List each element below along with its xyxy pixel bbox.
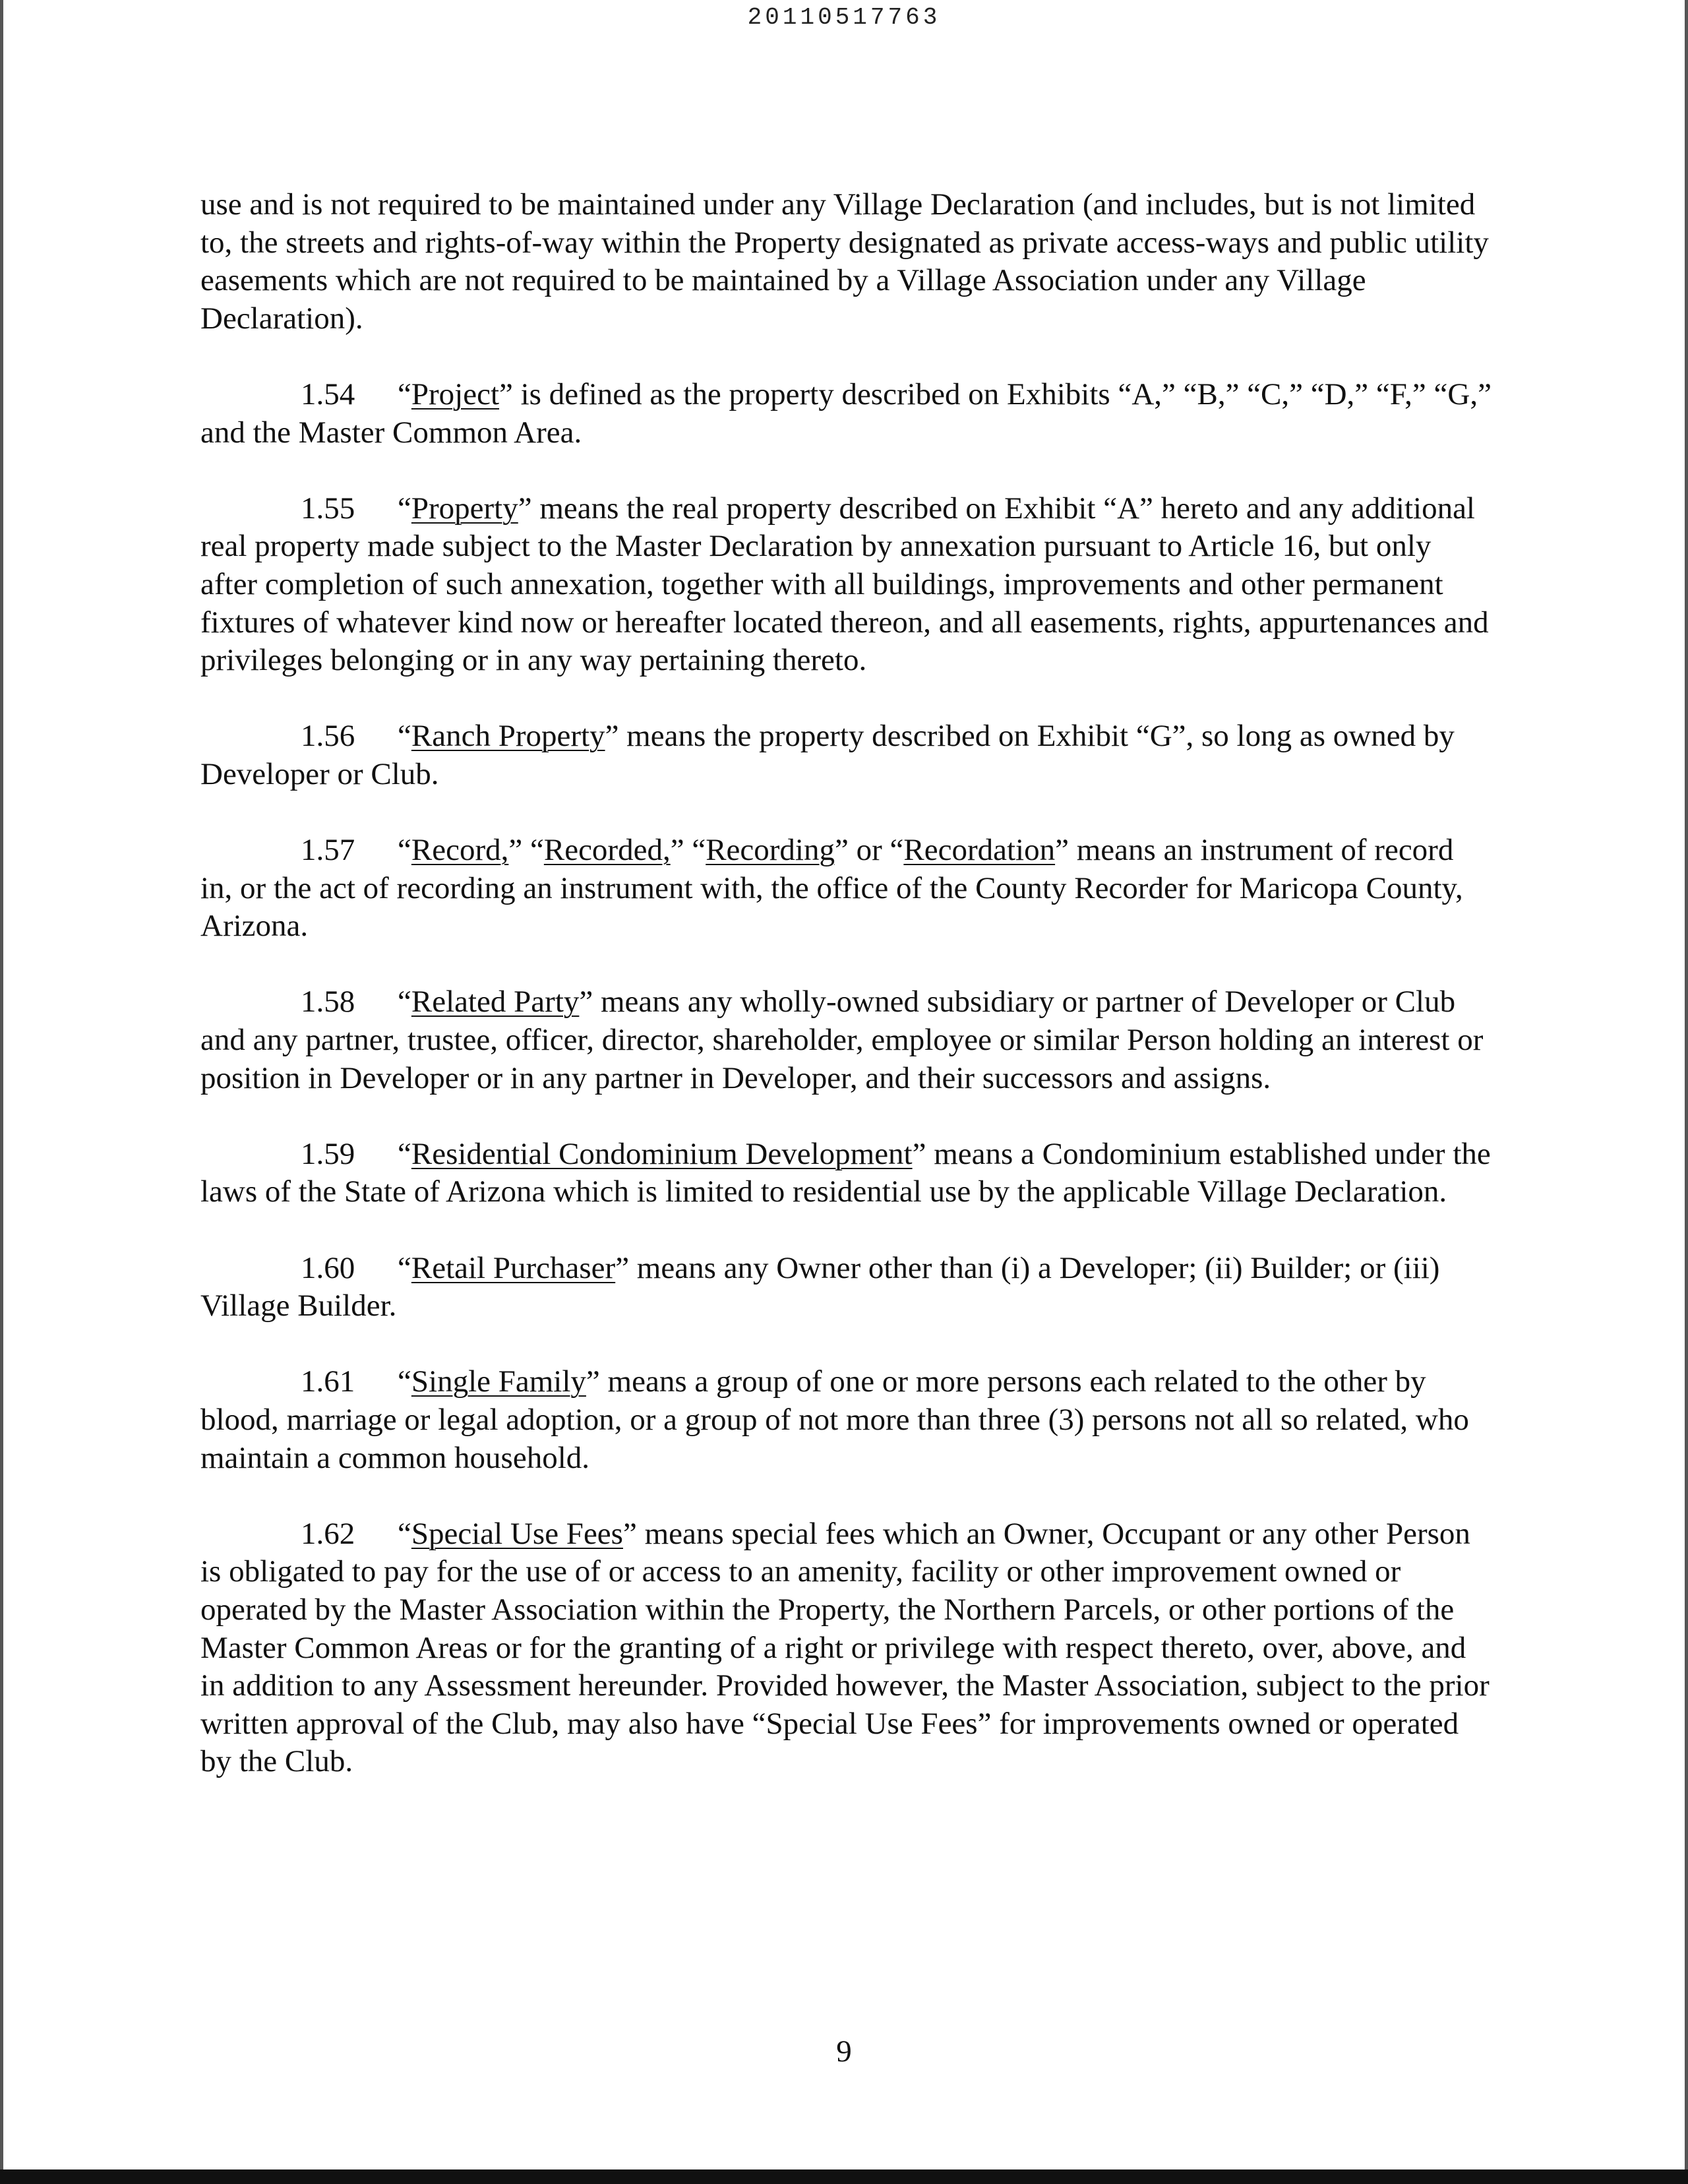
section-1-57 [200,832,1493,946]
section-1-62 [200,1515,1493,1781]
open-quote: “ [398,377,411,411]
section-number: 1.55 [301,491,355,526]
document-number: 20110517763 [747,4,941,31]
section-number: 1.59 [301,1136,355,1171]
definition-text: ” means a Condominium established under the laws of the State of Arizona which is limited to residential use by the applicable Village Declaration. [200,1136,1491,1209]
definition-text: ” means a group of one or more persons each related to the other by blood, marriage or legal adoption, or a group of not more than three (3) persons not all so related, who maintain a common household. [200,1364,1469,1475]
page-number: 9 [836,2034,852,2069]
section-number: 1.58 [301,985,355,1019]
definition-text: ” or [834,833,890,868]
open-quote: “ [398,1136,411,1171]
open-quote: “ [398,719,411,754]
definition-text: ” means an instrument of record in, or the act of recording an instrument with, the office of the County Recorder for Maricopa County, Arizona. [200,833,1463,944]
defined-term: Residential Condominium Development [411,1136,913,1171]
definition-text: ” means any wholly-owned subsidiary or partner of Developer or Club and any partner, trustee, officer, director, shareholder, employee or similar Person holding an interest or position in Developer or in any partner in Developer, and their successors and assigns. [200,985,1484,1095]
definition-text: ” means special fees which an Owner, Occupant or any other Person is obligated to pay for the use of or access to an amenity, facility or other improvement owned or operated by the Master Association within the Property, the Northern Parcels, or other portions of the Master Common Areas or for the granting of a right or privilege with respect thereto, over, above, and in addition to any Assessment hereunder. Provided however, the Master Association, subject to the prior written approval of the Club, may also have “Special Use Fees” for improvements owned or operated by the Club. [200,1516,1490,1779]
scan-edge-right [1685,0,1688,2184]
defined-term: Related Party [411,985,580,1019]
open-quote: “ [398,1516,411,1551]
defined-term: Recordation [903,833,1056,868]
definition-text: ” means any Owner other than (i) a Developer; (ii) Builder; or (iii) Village Builder. [200,1250,1440,1323]
section-number: 1.61 [301,1364,355,1399]
definition-text: ” means the real property described on Exhibit “A” hereto and any additional real property made subject to the Master Declaration by annexation pursuant to Article 16, but only after completion of such annexation, together with all buildings, improvements and other permanent fixtures of whatever kind now or hereafter located thereon, and all easements, rights, appurtenances and privileges belonging or in any way pertaining thereto. [200,491,1489,678]
section-1-60 [200,1250,1493,1325]
section-1-58 [200,983,1493,1097]
section-1-61 [200,1363,1493,1477]
open-quote: “ [398,985,411,1019]
open-quote: “ [398,491,411,526]
defined-term: Special Use Fees [411,1516,623,1551]
defined-term: Recorded, [543,833,671,868]
section-number: 1.56 [301,719,355,754]
open-quote: “ [398,833,411,868]
section-number: 1.62 [301,1516,355,1551]
defined-term: Project [411,377,500,411]
defined-term: Ranch Property [411,719,605,754]
section-number: 1.57 [301,833,355,868]
open-quote: “ [692,833,706,868]
section-1-54 [200,376,1493,452]
section-1-55 [200,490,1493,680]
section-number: 1.54 [301,377,355,411]
continuation-paragraph: use and is not required to be maintained under any Village Declaration (and includes, but is not limited to, the streets and rights-of-way within the Property designated as private access-ways and public utility easements which are not required to be maintained by a Village Association under any Village Declaration). [200,187,1489,336]
defined-term: Retail Purchaser [411,1250,616,1285]
definition-text: ” is defined as the property described on Exhibits “A,” “B,” “C,” “D,” “F,” “G,” and the Master Common Area. [200,377,1492,450]
section-1-59 [200,1136,1493,1211]
defined-term: Single Family [411,1364,586,1399]
scan-edge-left [0,0,3,2184]
open-quote: “ [398,1250,411,1285]
open-quote: “ [398,1364,411,1399]
open-quote: “ [889,833,904,868]
section-1-56 [200,717,1493,793]
scan-edge-bottom [0,2169,1688,2184]
defined-term: Record, [411,833,509,868]
definition-text: ” [508,833,530,868]
definition-text: ” means the property described on Exhibit “G”, so long as owned by Developer or Club. [200,719,1455,791]
definition-text: ” [670,833,692,868]
defined-term: Recording [706,833,835,868]
open-quote: “ [529,833,544,868]
section-number: 1.60 [301,1250,355,1285]
document-body [200,186,1493,1819]
defined-term: Property [411,491,518,526]
